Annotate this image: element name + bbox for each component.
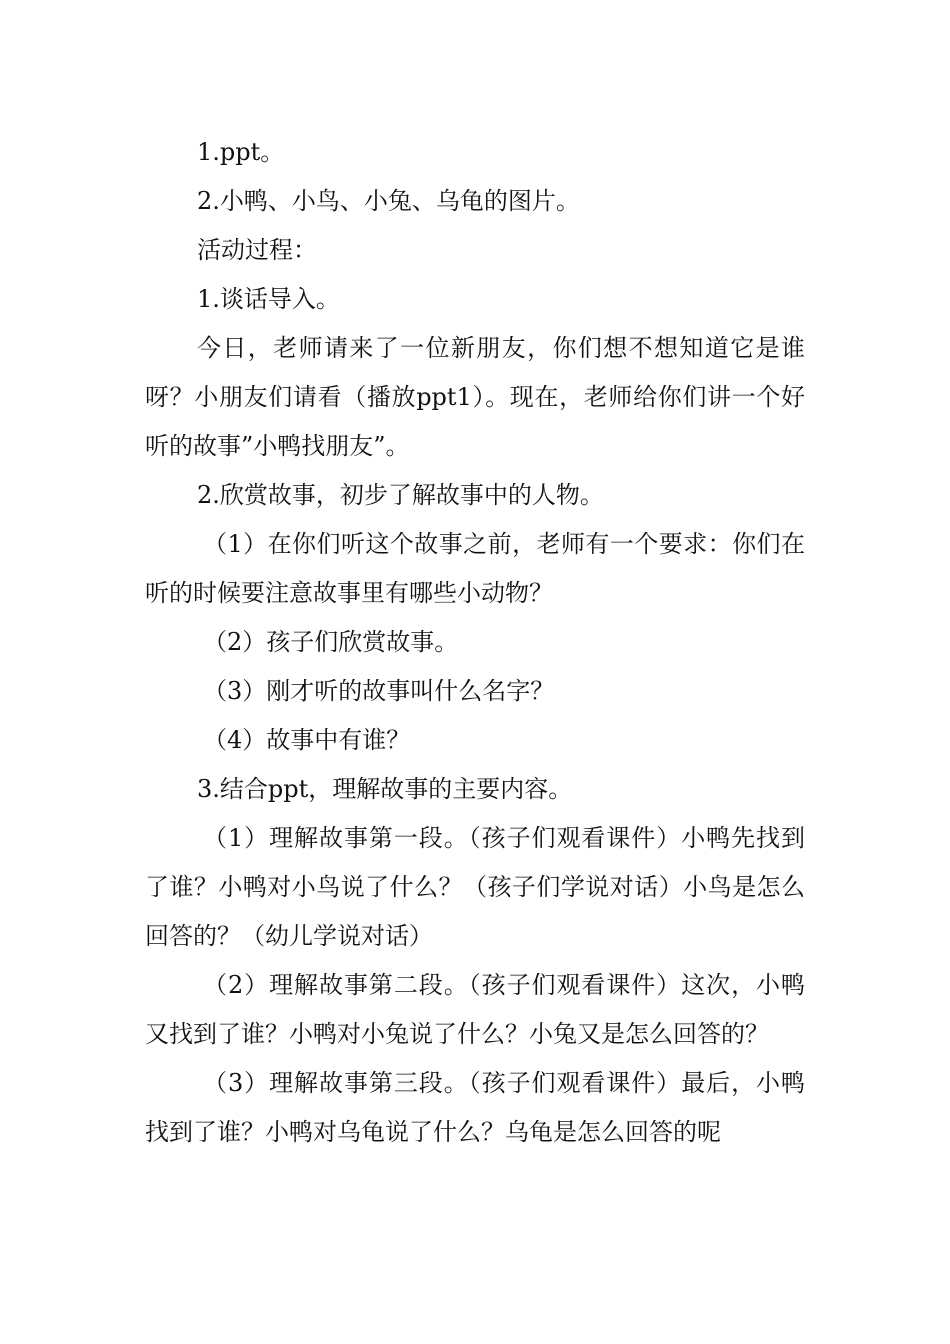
paragraph-intro: 今日，老师请来了一位新朋友，你们想不想知道它是谁呀？小朋友们请看（播放ppt1）。现在，老师给你们讲一个好听的故事”小鸭找朋友”。 [145, 334, 805, 460]
step-heading-2: 2.欣赏故事，初步了解故事中的人物。 [197, 481, 604, 509]
material-item-2: 2.小鸭、小鸟、小兔、乌龟的图片。 [197, 187, 580, 215]
step-heading-3: 3.结合ppt，理解故事的主要内容。 [197, 775, 573, 803]
sub-item: （1）理解故事第一段。（孩子们观看课件）小鸭先找到了谁？小鸭对小鸟说了什么？（孩子们学说对话）小鸟是怎么回答的？（幼儿学说对话） [145, 824, 805, 950]
sub-item: （2）孩子们欣赏故事。 [203, 628, 459, 656]
sub-item: （2）理解故事第二段。（孩子们观看课件）这次，小鸭又找到了谁？小鸭对小兔说了什么？小兔又是怎么回答的？ [145, 971, 805, 1048]
sub-item: （3）理解故事第三段。（孩子们观看课件）最后，小鸭找到了谁？小鸭对乌龟说了什么？乌龟是怎么回答的呢 [145, 1069, 805, 1146]
sub-item: （3）刚才听的故事叫什么名字？ [203, 677, 555, 705]
sub-item: （4）故事中有谁？ [203, 726, 411, 754]
material-item-1: 1.ppt。 [197, 138, 285, 166]
document-body [145, 128, 805, 1157]
section-heading: 活动过程： [197, 236, 317, 264]
step-heading-1: 1.谈话导入。 [197, 285, 340, 313]
sub-item: （1）在你们听这个故事之前，老师有一个要求：你们在听的时候要注意故事里有哪些小动物？ [145, 530, 805, 607]
